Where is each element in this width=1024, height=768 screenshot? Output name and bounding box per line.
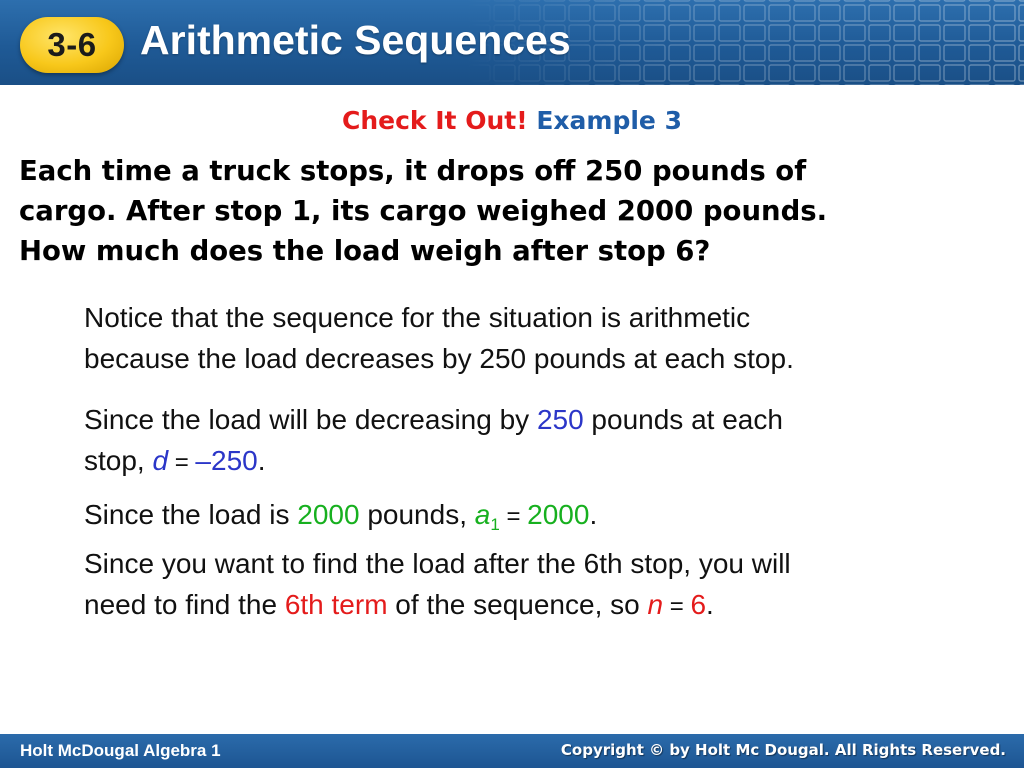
header-banner xyxy=(0,0,1024,85)
problem-line: How much does the load weigh after stop 6? xyxy=(19,235,711,267)
equals-sign: = xyxy=(663,593,691,620)
highlight-6th-term: 6th term xyxy=(284,589,388,620)
paragraph-first-term xyxy=(84,494,1004,537)
variable-n: n xyxy=(647,589,664,620)
page-title: Arithmetic Sequences xyxy=(140,17,571,63)
text-segment: pounds at each xyxy=(583,404,783,435)
text-segment: of the sequence, so xyxy=(387,589,648,620)
variable-a: a xyxy=(474,499,491,530)
paragraph-common-difference xyxy=(84,399,1004,483)
paragraph-line xyxy=(84,399,1004,440)
paragraph-line xyxy=(84,440,1004,483)
text-segment: Since the load will be decreasing by xyxy=(84,404,537,435)
paragraph-line: Since you want to find the load after the 6th stop, you will xyxy=(84,548,791,579)
text-segment: . xyxy=(257,445,266,476)
copyright-notice: Copyright © by Holt Mc Dougal. All Rights Reserved. xyxy=(560,741,1006,759)
text-segment: Since the load is xyxy=(84,499,298,530)
example-heading xyxy=(0,106,1024,135)
highlight-2000: 2000 xyxy=(297,499,360,530)
publisher-label: Holt McDougal Algebra 1 xyxy=(20,741,221,760)
text-segment: need to find the xyxy=(84,589,285,620)
text-segment: pounds, xyxy=(359,499,475,530)
paragraph-line xyxy=(84,494,1004,537)
paragraph-line: because the load decreases by 250 pounds at each stop. xyxy=(84,343,794,374)
footer-bar xyxy=(0,734,1024,768)
paragraph-line: Notice that the sequence for the situation is arithmetic xyxy=(84,302,751,333)
variable-d: d xyxy=(152,445,169,476)
equals-sign: = xyxy=(168,449,196,476)
problem-line: cargo. After stop 1, its cargo weighed 2000 pounds. xyxy=(19,195,828,227)
paragraph-line xyxy=(84,584,1004,627)
section-number: 3-6 xyxy=(47,26,97,63)
value-d: –250 xyxy=(195,445,258,476)
highlight-250: 250 xyxy=(536,404,584,435)
text-segment: . xyxy=(589,499,598,530)
paragraph-term-number xyxy=(84,543,1004,627)
text-segment: . xyxy=(706,589,714,620)
problem-statement xyxy=(19,151,1019,271)
problem-line: Each time a truck stops, it drops off 250 pounds of xyxy=(19,155,807,187)
text-segment: stop, xyxy=(84,445,153,476)
check-it-out-label: Check It Out! xyxy=(342,106,528,135)
section-badge xyxy=(20,17,124,73)
paragraph-notice xyxy=(84,297,1004,379)
value-a1: 2000 xyxy=(527,499,590,530)
example-number-label: Example 3 xyxy=(536,106,682,135)
equals-sign: = xyxy=(499,503,528,530)
subscript-1: 1 xyxy=(490,515,500,534)
value-n: 6 xyxy=(690,589,707,620)
